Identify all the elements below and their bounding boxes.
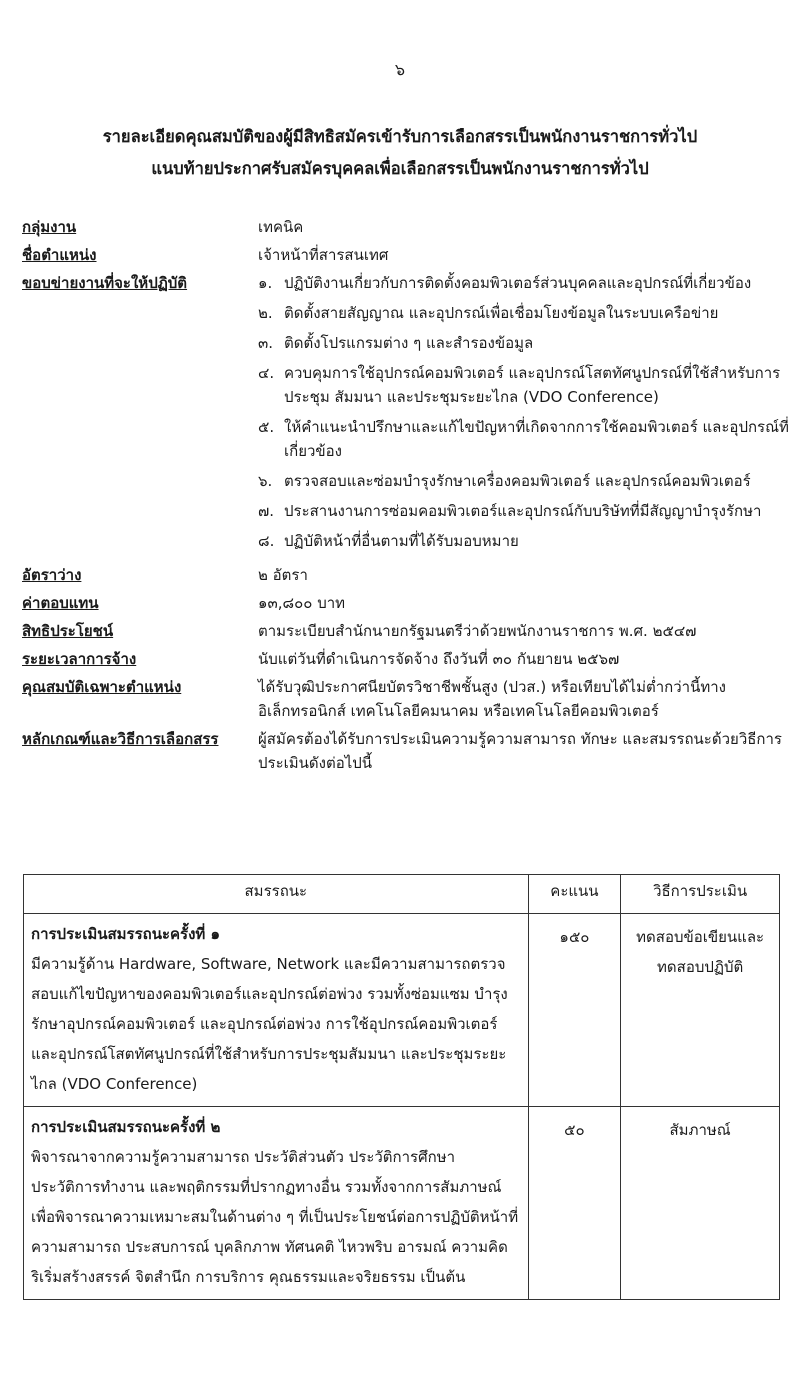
- duty-text: ให้คำแนะนำปรึกษาและแก้ไขปัญหาที่เกิดจากการใช้คอมพิวเตอร์ และอุปกรณ์ที่เกี่ยวข้อง: [284, 418, 789, 460]
- duty-text: ควบคุมการใช้อุปกรณ์คอมพิวเตอร์ และอุปกรณ์โสตทัศนูปกรณ์ที่ใช้สำหรับการประชุม สัมมนา และประชุมระยะไกล (VDO Conference): [284, 364, 781, 406]
- header-method: วิธีการประเมิน: [621, 875, 780, 914]
- employment-period-label: ระยะเวลาการจ้าง: [22, 650, 137, 668]
- benefits-label: สิทธิประโยชน์: [22, 622, 114, 640]
- duty-item: [258, 469, 792, 493]
- table-row: [24, 914, 780, 1107]
- position-details: [22, 215, 792, 775]
- competency-cell: [24, 1107, 529, 1300]
- page-number: ๖: [394, 60, 406, 79]
- header-score: คะแนน: [528, 875, 621, 914]
- duty-number: ๕.: [258, 418, 275, 436]
- vacancies-value: ๒ อัตรา: [258, 566, 308, 584]
- duty-item: [258, 361, 792, 409]
- compensation-value: ๑๓,๘๐๐ บาท: [258, 594, 346, 612]
- evaluation-round-description: พิจารณาจากความรู้ความสามารถ ประวัติส่วนตัว ประวัติการศึกษา ประวัติการทำงาน และพฤติกรรมที่ปรากฏทางอื่น รวมทั้งจากการสัมภาษณ์เพื่อพิจารณาความเหมาะสมในด้านต่าง ๆ ที่เป็นประโยชน์ต่อการปฏิบัติหน้าที่ ความสามารถ ประสบการณ์ บุคลิกภาพ ทัศนคติ ไหวพริบ อารมณ์ ความคิดริเริ่มสร้างสรรค์ จิตสำนึก การบริการ คุณธรรมและจริยธรรม เป็นต้น: [31, 1148, 519, 1286]
- table-row: [24, 1107, 780, 1300]
- duty-number: ๓.: [258, 334, 274, 352]
- evaluation-round-description: มีความรู้ด้าน Hardware, Software, Network และมีความสามารถตรวจสอบแก้ไขปัญหาของคอมพิวเตอร์และอุปกรณ์ต่อพ่วง รวมทั้งซ่อมแซม บำรุงรักษาอุปกรณ์คอมพิวเตอร์ และอุปกรณ์ต่อพ่วง การใช้อุปกรณ์คอมพิวเตอร์ และอุปกรณ์โสตทัศนูปกรณ์ที่ใช้สำหรับการประชุมสัมมนา และประชุมระยะไกล (VDO Conference): [31, 955, 508, 1093]
- duty-item: [258, 499, 792, 523]
- duty-text: ติดตั้งสายสัญญาณ และอุปกรณ์เพื่อเชื่อมโยงข้อมูลในระบบเครือข่าย: [284, 304, 719, 322]
- group-value: เทคนิค: [258, 218, 304, 236]
- score-cell: ๕๐: [528, 1107, 621, 1300]
- duty-number: ๔.: [258, 364, 275, 382]
- competency-cell: [24, 914, 529, 1107]
- document-title-line-2: แนบท้ายประกาศรับสมัครบุคคลเพื่อเลือกสรรเป็นพนักงานราชการทั่วไป: [151, 159, 649, 178]
- detail-row-qualifications: [22, 675, 792, 723]
- duty-number: ๗.: [258, 502, 275, 520]
- duty-number: ๖.: [258, 472, 273, 490]
- detail-row-scope: [22, 271, 792, 559]
- method-cell: ทดสอบข้อเขียนและทดสอบปฏิบัติ: [621, 914, 780, 1107]
- duty-item: [258, 529, 792, 553]
- score-cell: ๑๕๐: [528, 914, 621, 1107]
- duty-number: ๑.: [258, 274, 273, 292]
- method-cell: สัมภาษณ์: [621, 1107, 780, 1300]
- detail-row-selection: [22, 727, 792, 775]
- scope-label: ขอบข่ายงานที่จะให้ปฏิบัติ: [22, 274, 188, 292]
- duty-text: ปฏิบัติหน้าที่อื่นตามที่ได้รับมอบหมาย: [284, 532, 519, 550]
- duty-item: [258, 331, 792, 355]
- detail-row-employment-period: [22, 647, 792, 671]
- employment-period-value: นับแต่วันที่ดำเนินการจัดจ้าง ถึงวันที่ ๓๐ กันยายน ๒๕๖๗: [258, 650, 620, 668]
- duty-text: ปฏิบัติงานเกี่ยวกับการติดตั้งคอมพิวเตอร์ส่วนบุคคลและอุปกรณ์ที่เกี่ยวข้อง: [284, 274, 752, 292]
- qualifications-value: ได้รับวุฒิประกาศนียบัตรวิชาชีพชั้นสูง (ปวส.) หรือเทียบได้ไม่ต่ำกว่านี้ทางอิเล็กทรอนิกส์ เทคโนโลยีคมนาคม หรือเทคโนโลยีคอมพิวเตอร์: [258, 678, 726, 720]
- duty-item: [258, 301, 792, 325]
- detail-row-compensation: [22, 591, 792, 615]
- evaluation-table: [23, 874, 780, 1300]
- benefits-value: ตามระเบียบสำนักนายกรัฐมนตรีว่าด้วยพนักงานราชการ พ.ศ. ๒๕๔๗: [258, 622, 697, 640]
- evaluation-round-title: การประเมินสมรรถนะครั้งที่ ๑: [31, 925, 221, 943]
- document-title-line-1: รายละเอียดคุณสมบัติของผู้มีสิทธิสมัครเข้ารับการเลือกสรรเป็นพนักงานราชการทั่วไป: [102, 127, 698, 146]
- duty-number: ๒.: [258, 304, 273, 322]
- duty-item: [258, 271, 792, 295]
- position-value: เจ้าหน้าที่สารสนเทศ: [258, 246, 389, 264]
- table-header-row: [24, 875, 780, 914]
- selection-label: หลักเกณฑ์และวิธีการเลือกสรร: [22, 730, 219, 748]
- detail-row-vacancies: [22, 563, 792, 587]
- compensation-label: ค่าตอบแทน: [22, 594, 99, 612]
- group-label: กลุ่มงาน: [22, 218, 77, 236]
- detail-row-position: [22, 243, 792, 267]
- qualifications-label: คุณสมบัติเฉพาะตำแหน่ง: [22, 678, 182, 696]
- duty-text: ประสานงานการซ่อมคอมพิวเตอร์และอุปกรณ์กับบริษัทที่มีสัญญาบำรุงรักษา: [284, 502, 762, 520]
- evaluation-round-title: การประเมินสมรรถนะครั้งที่ ๒: [31, 1118, 221, 1136]
- header-competency: สมรรถนะ: [24, 875, 529, 914]
- position-label: ชื่อตำแหน่ง: [22, 246, 97, 264]
- duty-number: ๘.: [258, 532, 275, 550]
- scope-list: [258, 271, 792, 559]
- duty-text: ติดตั้งโปรแกรมต่าง ๆ และสำรองข้อมูล: [284, 334, 534, 352]
- duty-item: [258, 415, 792, 463]
- vacancies-label: อัตราว่าง: [22, 566, 82, 584]
- detail-row-group: [22, 215, 792, 239]
- duty-text: ตรวจสอบและซ่อมบำรุงรักษาเครื่องคอมพิวเตอร์ และอุปกรณ์คอมพิวเตอร์: [284, 472, 751, 490]
- detail-row-benefits: [22, 619, 792, 643]
- selection-value: ผู้สมัครต้องได้รับการประเมินความรู้ความสามารถ ทักษะ และสมรรถนะด้วยวิธีการประเมินดังต่อไปนี้: [258, 730, 782, 772]
